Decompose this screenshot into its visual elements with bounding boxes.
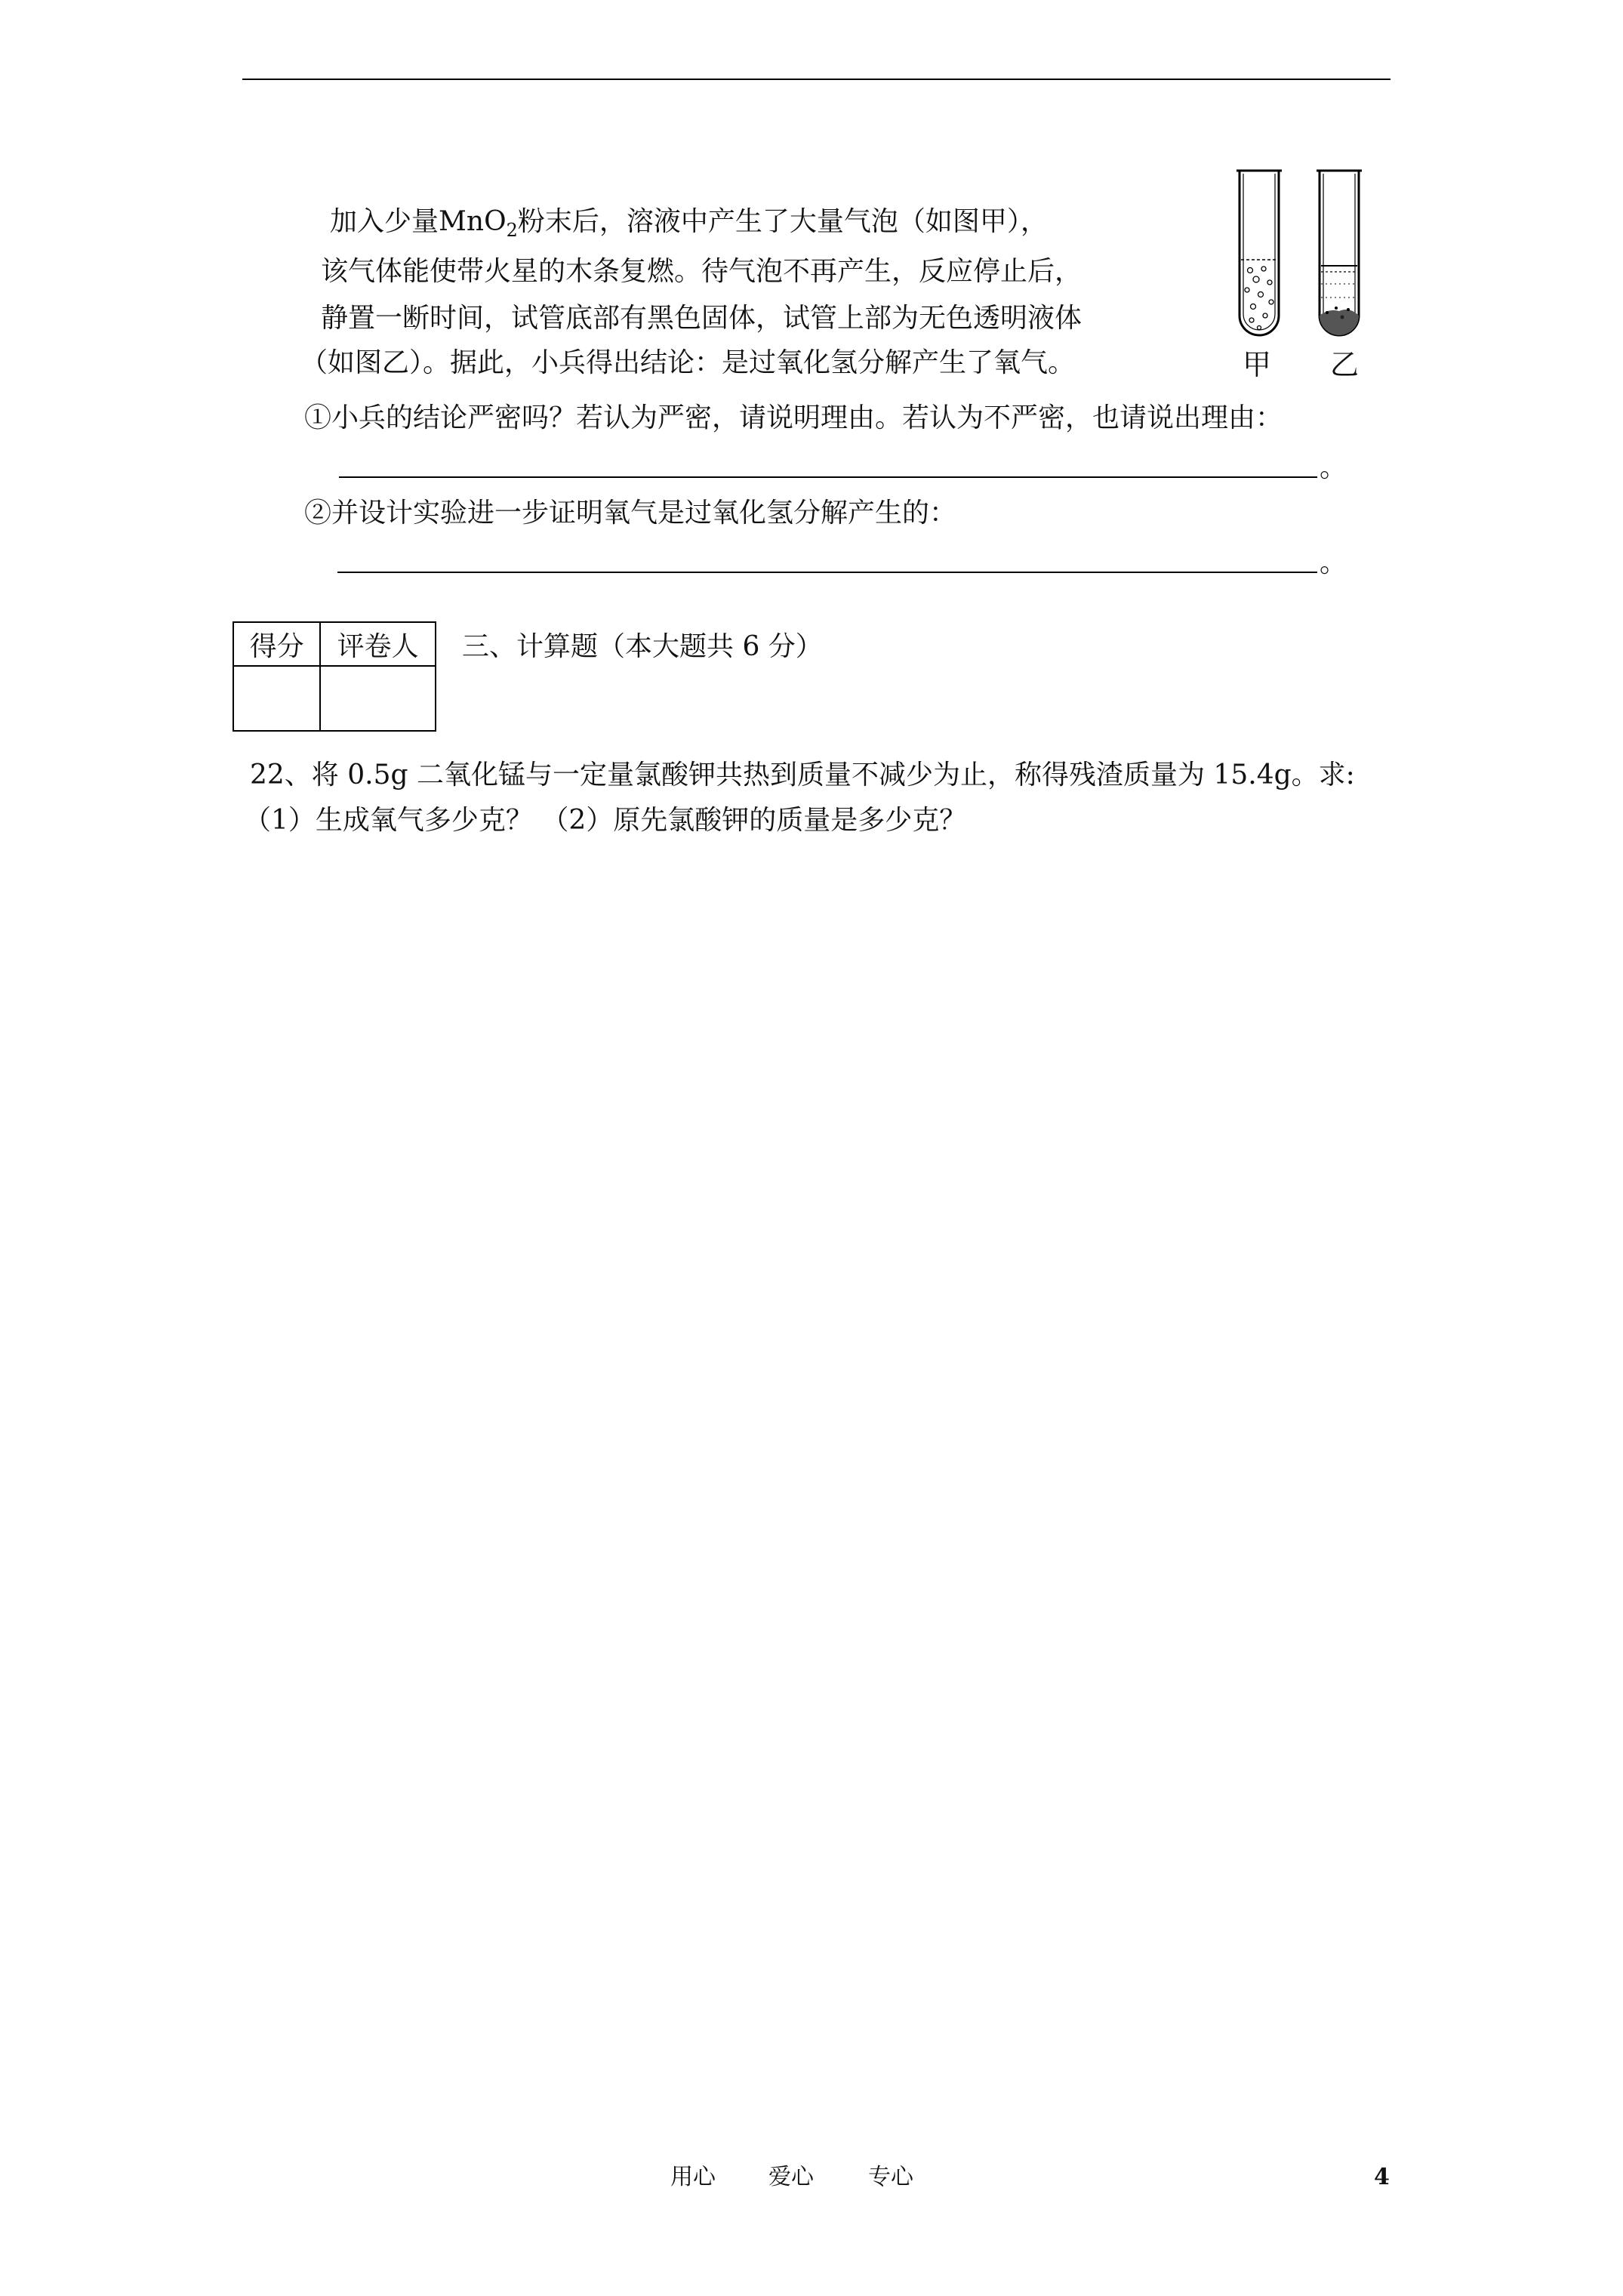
page-number: 4: [1374, 2164, 1390, 2190]
figure-label-a: 甲: [1243, 348, 1272, 381]
formula-mno2: MnO: [439, 206, 507, 237]
section-3-title: 三、计算题（本大题共 6 分）: [462, 631, 823, 662]
question-2-period: 。: [1320, 547, 1347, 578]
figure-label-b: 乙: [1330, 348, 1360, 381]
intro-line-1: [330, 205, 1048, 247]
question-1-answer-line[interactable]: [339, 476, 1317, 478]
footer-motto-3: 专心: [868, 2164, 913, 2190]
question-2-answer-line[interactable]: [337, 572, 1317, 573]
score-table: [233, 621, 436, 732]
grader-header: 评卷人: [320, 622, 436, 666]
grader-cell[interactable]: [320, 666, 436, 731]
problem-22-line-2: （1）生成氧气多少克？ （2）原先氯酸钾的质量是多少克？: [244, 805, 967, 836]
test-tube-b-icon: [1317, 171, 1362, 340]
test-tubes-figure: [1230, 165, 1381, 346]
intro-line-2: 该气体能使带火星的木条复燃。待气泡不再产生，反应停止后，: [321, 256, 1083, 287]
question-2-prompt: ②并设计实验进一步证明氧气是过氧化氢分解产生的：: [304, 498, 957, 529]
question-1-prompt: ①小兵的结论严密吗？若认为严密，请说明理由。若认为不严密，也请说出理由：: [304, 402, 1283, 433]
intro-text-post: 粉末后，溶液中产生了大量气泡（如图甲），: [517, 206, 1048, 237]
intro-line-4: （如图乙）。据此，小兵得出结论：是过氧化氢分解产生了氧气。: [300, 347, 1076, 378]
intro-line-3: 静置一断时间，试管底部有黑色固体，试管上部为无色透明液体: [321, 303, 1083, 334]
header-rule: [242, 79, 1390, 80]
problem-22-line-1: 22、将 0.5g 二氧化锰与一定量氯酸钾共热到质量不减少为止，称得残渣质量为 15.4g。求:: [250, 760, 1355, 791]
score-cell[interactable]: [233, 666, 320, 731]
score-header: 得分: [233, 622, 320, 666]
formula-subscript: 2: [506, 220, 518, 241]
intro-text-pre: 加入少量: [330, 206, 439, 237]
question-1-period: 。: [1320, 452, 1347, 483]
footer-motto-1: 用心: [670, 2164, 716, 2190]
footer-motto-2: 爱心: [768, 2164, 814, 2190]
test-tube-a-icon: [1236, 171, 1282, 335]
